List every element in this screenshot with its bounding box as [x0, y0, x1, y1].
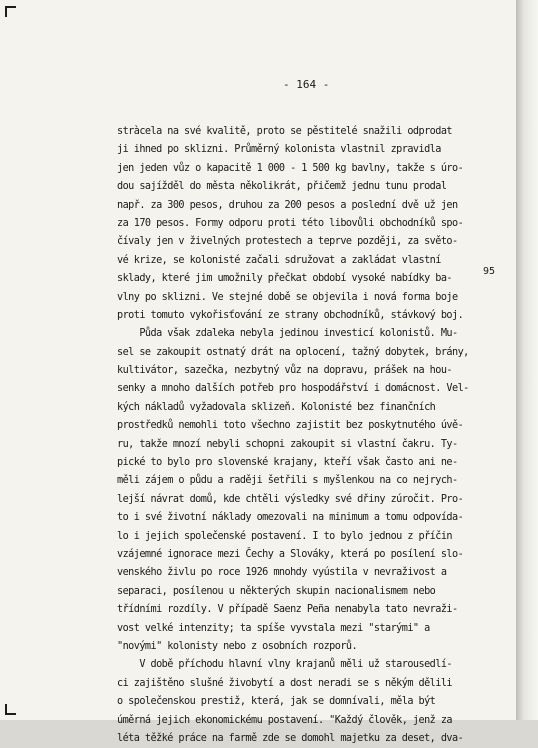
text-line: vé krize, se kolonisté začali sdružovat a zakládat vlastní — [117, 254, 441, 266]
text-line: lo i jejich společenské postavení. I to bylo jednou z příčin — [117, 530, 453, 542]
text-line: třídními rozdíly. V případě Saenz Peña nenabyla tato nevraži- — [117, 604, 458, 616]
text-line: senky a mnoho dalších potřeb pro hospodářství i domácnost. Vel- — [117, 383, 469, 395]
text-line: za 170 pesos. Formy odporu proti této libovůli obchodníků spo- — [117, 217, 464, 229]
text-line: venského živlu po roce 1926 mnohdy vyústila v nevraživost a — [117, 567, 447, 579]
text-line: separaci, posílenou u některých skupin nacionalismem nebo — [117, 585, 436, 597]
text-line: vlny po sklizni. Ve stejné době se objevila i nová forma boje — [117, 291, 458, 303]
text-line: sklady, které jim umožnily přečkat období vysoké nabídky ba- — [117, 273, 453, 285]
text-line: měli zájem o půdu a raději šetřili s myšlenkou na co nejrych- — [117, 475, 458, 487]
text-line: kých nákladů vyžadovala sklizeň. Kolonisté bez finančních — [117, 401, 436, 413]
text-line: ci zajištěno slušné živobytí a dost neradi se s někým dělili — [117, 677, 453, 689]
text-line: V době příchodu hlavní vlny krajanů měli už starousedlí- — [117, 659, 453, 671]
text-line: lejší návrat domů, kde chtěli výsledky své dřiny zúročit. Pro- — [117, 493, 464, 505]
text-line: čívaly jen v živelných protestech a teprve později, za světo- — [117, 236, 458, 248]
footnote-reference: 95 — [483, 266, 496, 277]
text-line: jen jeden vůz o kapacitě 1 000 - 1 500 kg bavlny, takže s úro- — [117, 162, 464, 174]
text-line: Půda však zdaleka nebyla jedinou investicí kolonistů. Mu- — [117, 328, 458, 340]
text-line: pické to bylo pro slovenské krajany, kteří však často ani ne- — [117, 457, 458, 469]
text-line: např. za 300 pesos, druhou za 200 pesos a poslední dvě už jen — [117, 199, 458, 211]
page-number: - 164 - — [283, 78, 330, 91]
text-line: úměrná jejich ekonomickému postavení. "Každý člověk, jenž za — [117, 714, 453, 726]
text-line: o společenskou prestiž, která, jak se domnívali, měla být — [117, 696, 436, 708]
text-line: vzájemné ignorace mezi Čechy a Slováky, která po posílení slo- — [117, 548, 464, 560]
text-line: to i své životní náklady omezovali na minimum a tomu odpovída- — [117, 512, 464, 524]
text-line: dou sajížděl do města několikrát, přičemž jednu tunu prodal — [117, 181, 447, 193]
text-line: "novými" kolonisty nebo z osobních rozporů. — [117, 640, 358, 652]
text-line: proti tomuto vykořisťování ze strany obchodníků, stávkový boj. — [117, 309, 464, 321]
text-line: sel se zakoupit ostnatý drát na oplocení, tažný dobytek, brány, — [117, 346, 469, 358]
text-line: léta těžké práce na farmě zde se domohl majetku za deset, dva- — [117, 732, 464, 744]
text-line: ji ihned po sklizni. Průměrný kolonista vlastnil zpravidla — [117, 144, 441, 156]
body-text — [117, 123, 497, 748]
text-line: ru, takže mnozí nebyli schopni zakoupit si vlastní čakru. Ty- — [117, 438, 458, 450]
text-line: prostředků nemohli toto všechno zajistit bez poskytnutého úvě- — [117, 420, 464, 432]
text-line: stràcela na své kvalitě, proto se pěstitelé snažili odprodat — [117, 126, 453, 137]
text-line: kultivátor, sazečka, nezbytný vůz na dopravu, prášek na hou- — [117, 365, 453, 377]
text-line: vost velké intenzity; ta spíše vyvstala mezi "starými" a — [117, 622, 430, 634]
page-edge — [516, 0, 538, 720]
crop-mark-top-left — [5, 6, 16, 17]
crop-mark-bottom-left — [5, 704, 16, 715]
